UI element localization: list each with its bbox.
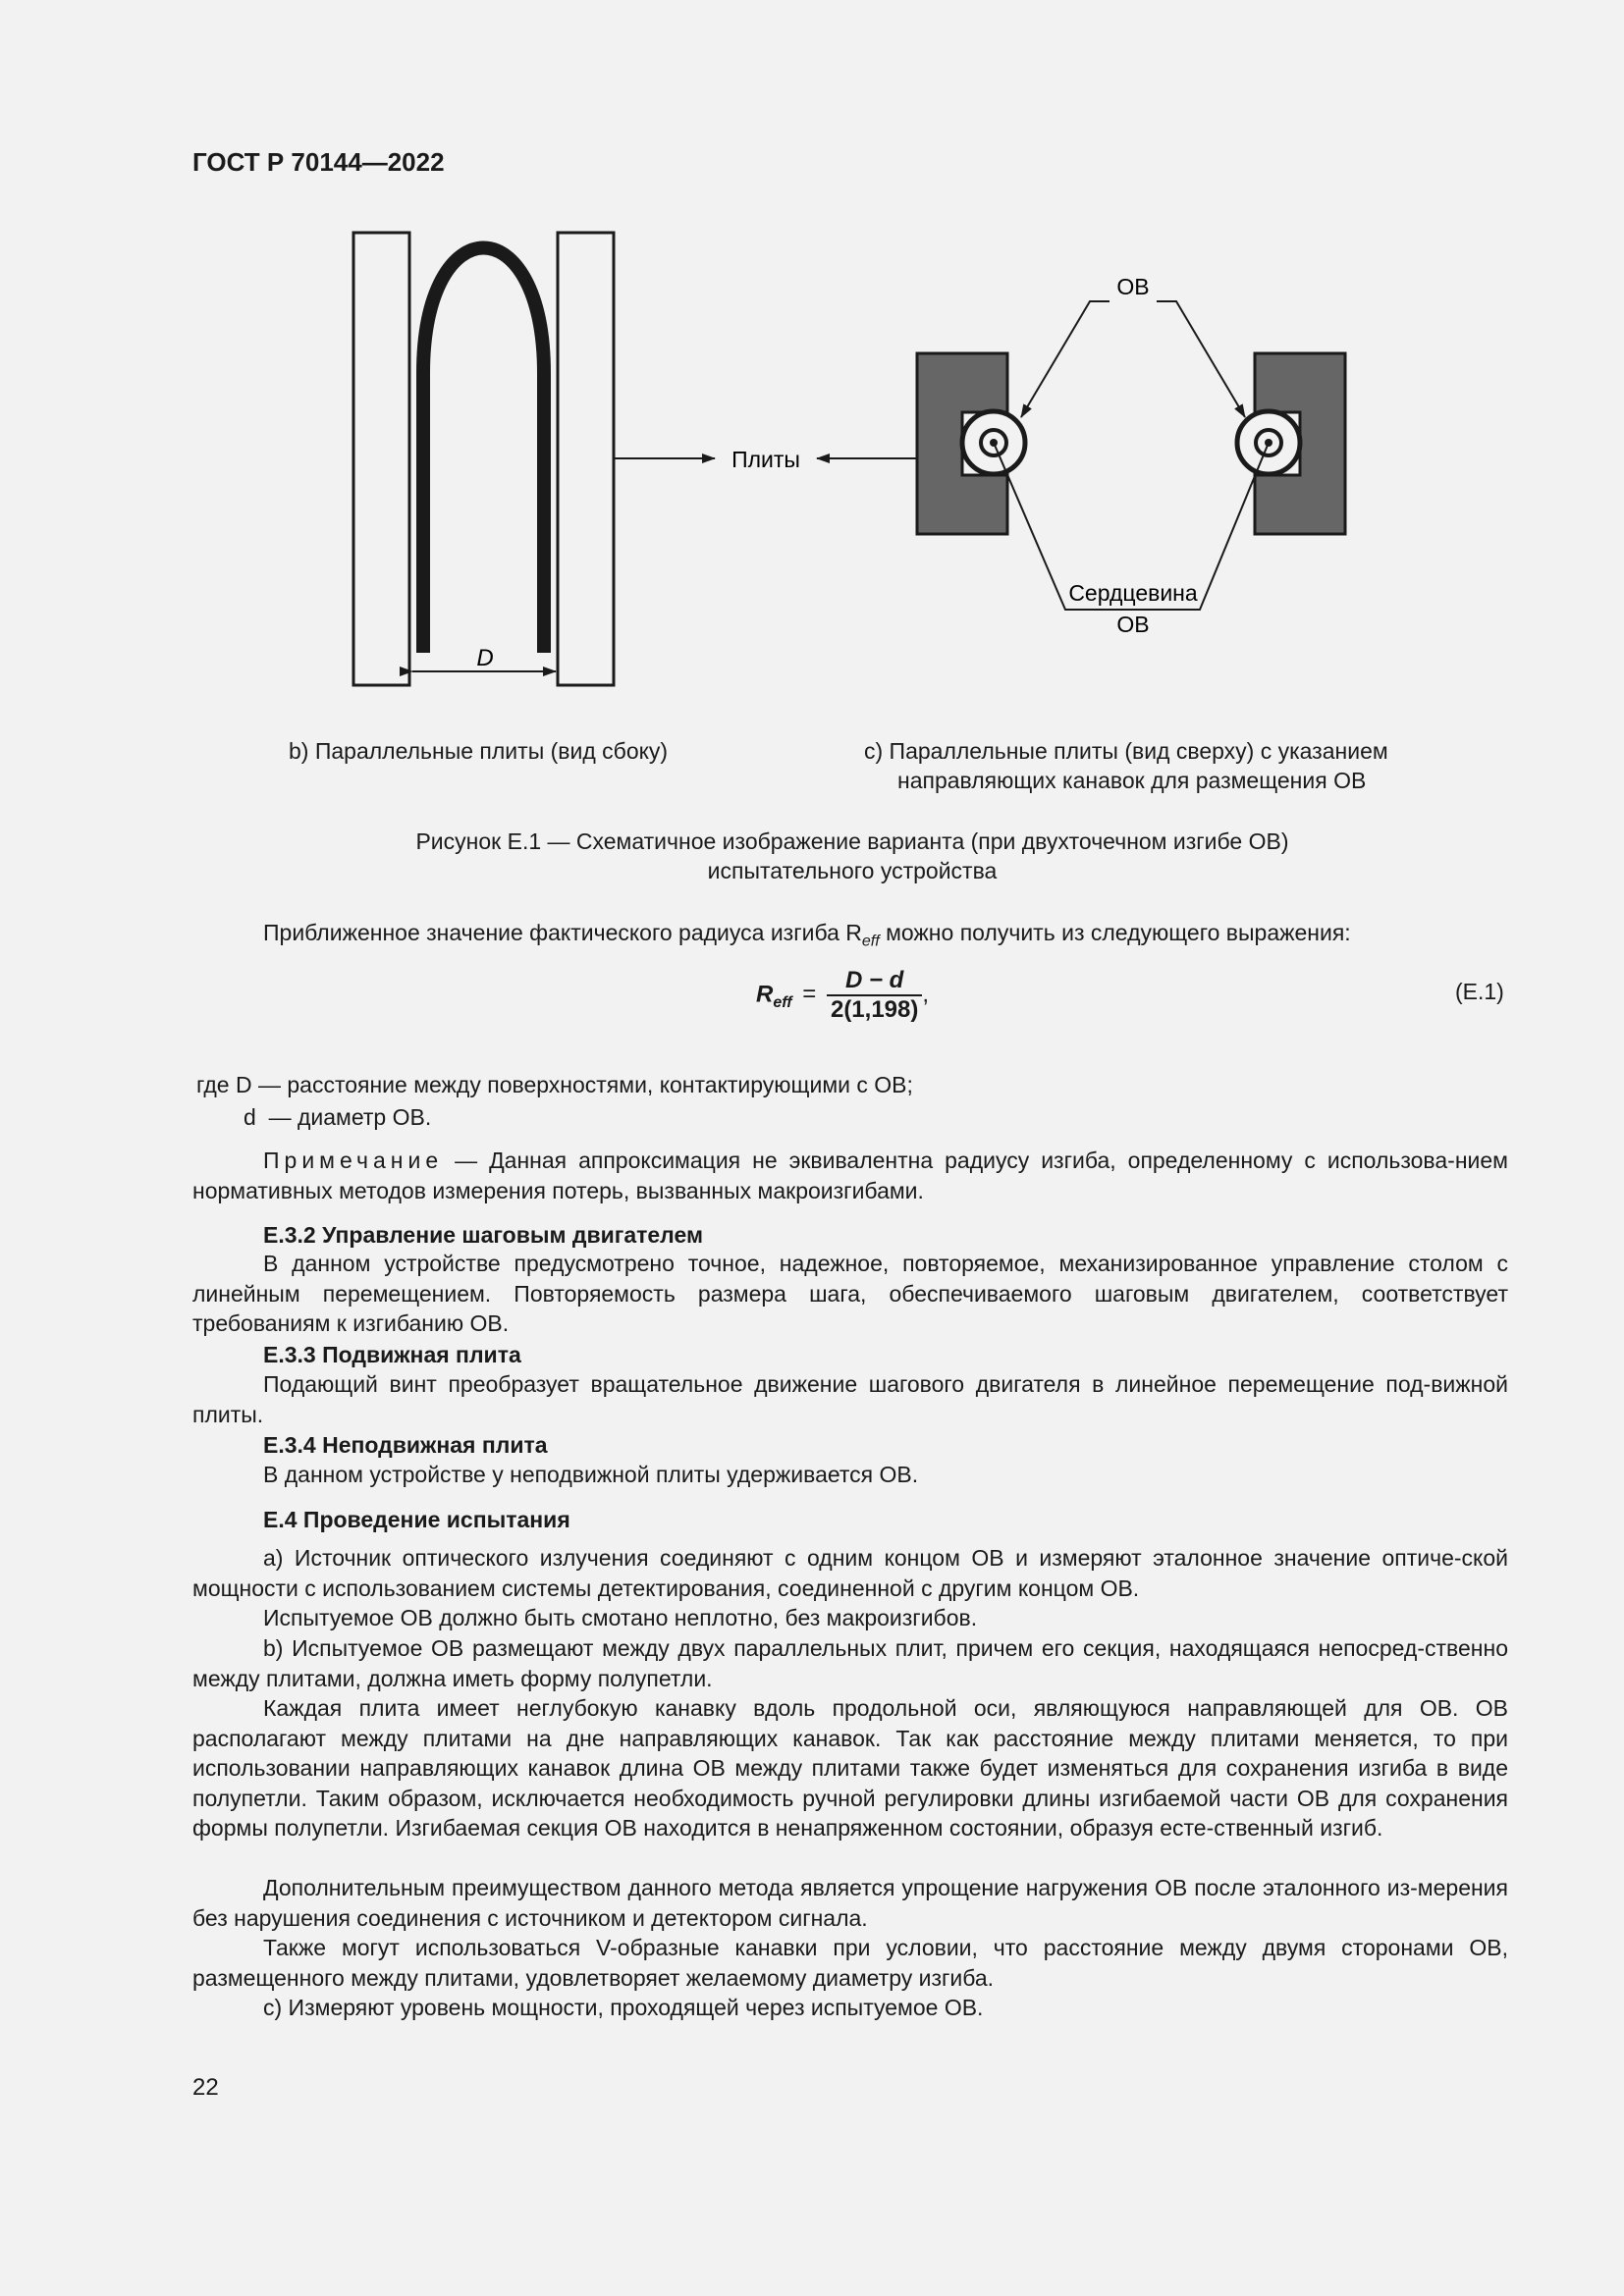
section-e34-text: В данном устройстве у неподвижной плиты удерживается ОВ. — [263, 1462, 919, 1487]
core-label-2: ОВ — [1116, 612, 1150, 637]
section-e33-title: Е.3.3 Подвижная плита — [263, 1342, 521, 1367]
section-e4-title: Е.4 Проведение испытания — [263, 1507, 570, 1532]
intro-paragraph: Приближенное значение фактического радиуса изгиба $R_{eff}$ можно получить из следующего выражения: — [263, 920, 1351, 950]
fiber-loop — [423, 248, 544, 654]
d-label: D — [476, 645, 494, 671]
paragraph-b: b) Испытуемое ОВ размещают между двух параллельных плит, причем его секция, находящаяся непосред-ственно между плитами, должна иметь форму полупетли. — [192, 1635, 1508, 1691]
figure-title-line2: испытательного устройства — [707, 858, 998, 883]
paragraph-b3: Дополнительным преимуществом данного метода является упрощение нагружения ОВ после эталонного из-мерения без нарушения соединения с источником и детектором сигнала. — [192, 1875, 1508, 1931]
paragraph-b2: Каждая плита имеет неглубокую канавку вдоль продольной оси, являющуюся направляющей для ОВ. ОВ располагают между плитами на дне направляющих канавок. Так как расстояние между плитами меняется, то при использовании направляющих канавок длина ОВ между плитами также будет изменяться для сохранения изгиба в виде полупетли. Таким образом, исключается необходимость ручной регулировки длины изгибаемой части ОВ для сохранения формы полупетли. Изгибаемая секция ОВ находится в ненапряженном состоянии, образуя есте-ственный изгиб. — [192, 1695, 1508, 1841]
paragraph-c: c) Измеряют уровень мощности, проходящей через испытуемое ОВ. — [263, 1995, 984, 2020]
document-header: ГОСТ Р 70144—2022 — [192, 147, 445, 177]
right-plate — [558, 233, 614, 685]
section-e33-text: Подающий винт преобразует вращательное движение шагового двигателя в линейное перемещение под-вижной плиты. — [192, 1371, 1508, 1427]
left-plate — [353, 233, 409, 685]
where-line1: где D — расстояние между поверхностями, контактирующими с ОВ; — [196, 1072, 913, 1097]
note: Примечание — Данная аппроксимация не эквивалентна радиусу изгиба, определенному с использова-нием нормативных методов измерения потерь, вызванных макроизгибами. — [192, 1148, 1508, 1203]
page-number: 22 — [192, 2074, 219, 2101]
figure-e1 — [0, 0, 1624, 746]
section-e34-title: Е.3.4 Неподвижная плита — [263, 1432, 548, 1458]
figure-title-line1: Рисунок Е.1 — Схематичное изображение варианта (при двухточечном изгибе ОВ) — [415, 828, 1289, 854]
paragraph-a2: Испытуемое ОВ должно быть смотано неплотно, без макроизгибов. — [263, 1605, 978, 1630]
core-label-1: Сердцевина — [1068, 580, 1198, 606]
caption-c-line1: c) Параллельные плиты (вид сверху) с указанием — [864, 738, 1388, 764]
caption-c-line2: направляющих канавок для размещения ОВ — [897, 768, 1367, 793]
plates-label: Плиты — [731, 447, 800, 472]
paragraph-a: a) Источник оптического излучения соединяют с одним концом ОВ и измеряют эталонное значение оптиче-ской мощности с использованием системы детектирования, соединенной с другим концом ОВ. — [192, 1545, 1508, 1601]
section-e32-title: Е.3.2 Управление шаговым двигателем — [263, 1222, 703, 1248]
section-e32-text: В данном устройстве предусмотрено точное, надежное, повторяемое, механизированное управление столом с линейным перемещением. Повторяемость размера шага, обеспечиваемого шаговым двигателем, соответствует требованиям к изгибанию ОВ. — [192, 1251, 1508, 1336]
formula: $R_{eff}$ = $\frac{D - d}{2(1,198)}$ , — [756, 967, 930, 1023]
fiber-top-label: ОВ — [1116, 274, 1150, 299]
caption-b: b) Параллельные плиты (вид сбоку) — [289, 738, 669, 764]
equation-number: (Е.1) — [1455, 979, 1504, 1004]
paragraph-b4: Также могут использоваться V-образные канавки при условии, что расстояние между двумя сторонами ОВ, размещенного между плитами, удовлетворяет желаемому диаметру изгиба. — [192, 1935, 1508, 1991]
where-line2: d — диаметр ОВ. — [244, 1104, 432, 1130]
